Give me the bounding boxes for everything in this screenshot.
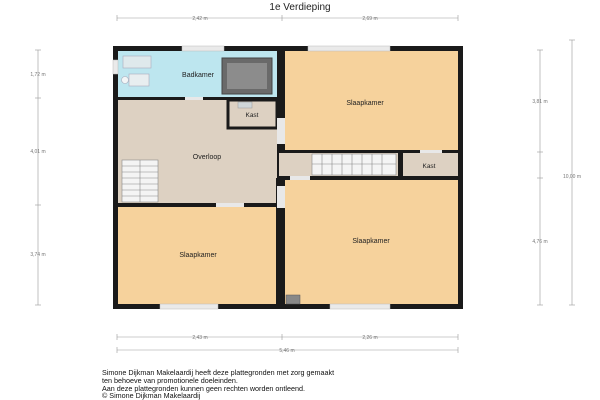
staircase-right [312, 154, 396, 175]
shaft [286, 295, 300, 304]
dim-bottom-total: 5,46 m [279, 348, 295, 354]
dimension-top [117, 15, 458, 21]
dim-top-left: 2,42 m [192, 16, 208, 22]
dimension-left [35, 50, 41, 305]
label-slaapkamer-bottom-right: Slaapkamer [352, 238, 390, 245]
dim-right-bottom: 4,76 m [532, 239, 548, 245]
dim-bottom-left: 2,43 m [192, 335, 208, 341]
dim-left-middle: 4,01 m [30, 149, 46, 155]
label-badkamer: Badkamer [182, 72, 214, 79]
floor-title: 1e Verdieping [269, 2, 331, 13]
label-kast-right: Kast [422, 163, 436, 170]
disclaimer-line: Aan deze plattegronden kunnen geen rechten worden ontleend. [102, 383, 306, 393]
label-kast-left: Kast [245, 112, 259, 119]
dim-left-top: 1,72 m [30, 72, 46, 78]
label-slaapkamer-bottom-left: Slaapkamer [179, 252, 217, 259]
staircase-left [122, 160, 158, 202]
dim-top-right: 2,69 m [362, 16, 378, 22]
disclaimer-line: Simone Dijkman Makelaardij heeft deze plattegronden met zorg gemaakt [102, 368, 335, 377]
disclaimer-line: ten behoeve van promotionele doeleinden. [102, 375, 238, 385]
disclaimer-line: © Simone Dijkman Makelaardij [102, 391, 201, 400]
dim-right-top: 3,81 m [532, 99, 548, 105]
dim-left-bottom: 3,74 m [30, 252, 46, 258]
dimension-right [537, 40, 575, 305]
disclaimer [102, 369, 582, 400]
label-overloop: Overloop [192, 154, 222, 161]
dim-bottom-right: 2,26 m [362, 335, 378, 341]
label-slaapkamer-top-right: Slaapkamer [346, 100, 384, 107]
dim-right-total: 10,00 m [562, 174, 582, 180]
